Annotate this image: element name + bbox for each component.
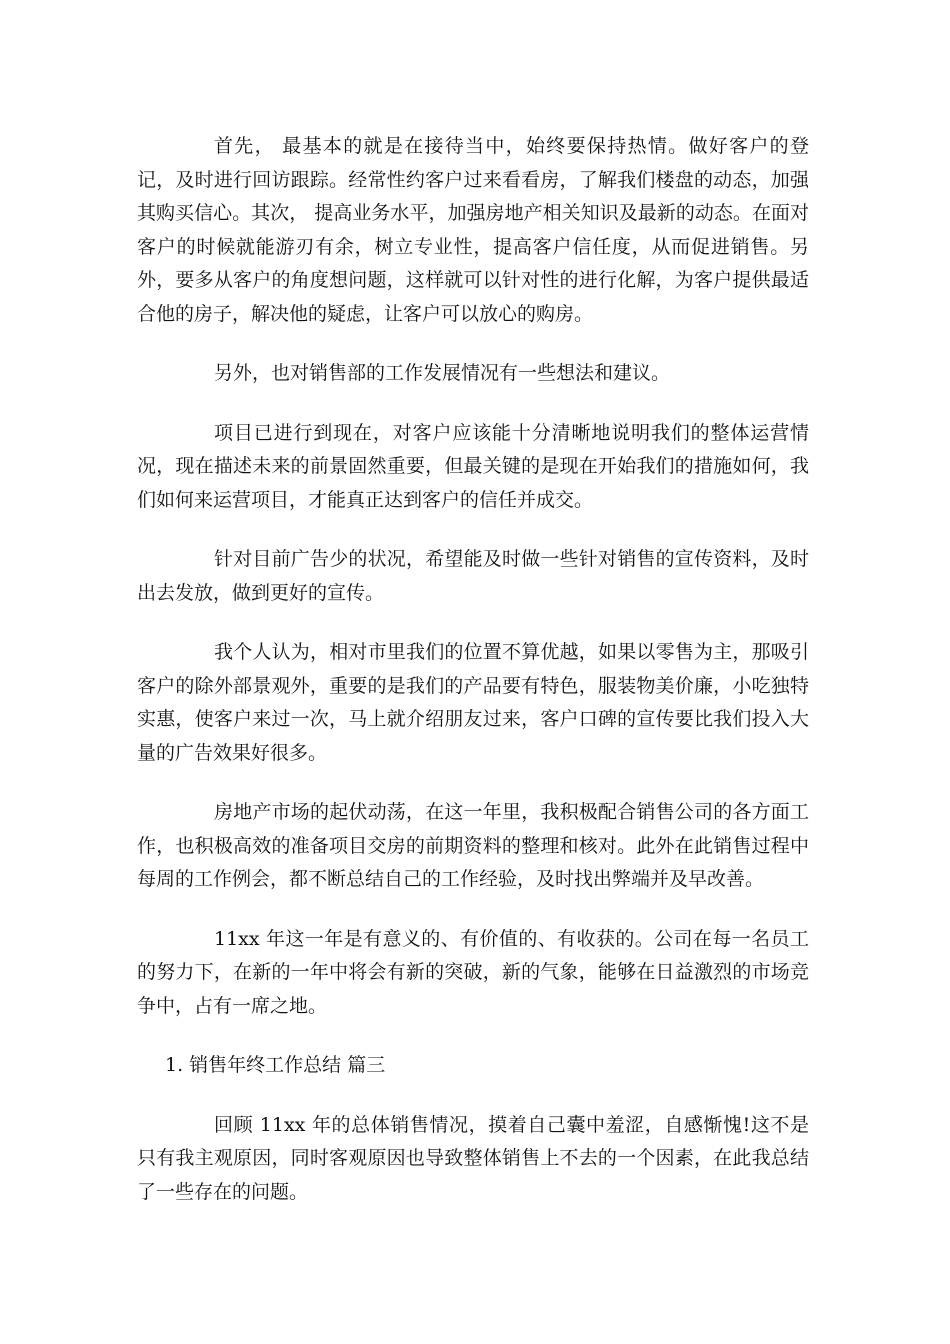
- paragraph-advertising: 针对目前广告少的状况，希望能及时做一些针对销售的宣传资料，及时出去发放，做到更好的宣传。: [137, 548, 809, 604]
- paragraph-market-work: 房地产市场的起伏动荡，在这一年里，我积极配合销售公司的各方面工作，也积极高效的准备项目交房的前期资料的整理和核对。此外在此销售过程中每周的工作例会，都不断总结自己的工作经验，及时找出弊端并及早改善。: [137, 801, 809, 890]
- document-body: [137, 130, 809, 1235]
- paragraph-review: 回顾 11xx 年的总体销售情况，摸着自己囊中羞涩，自感惭愧!这不是只有我主观原因，同时客观原因也导致整体销售上不去的一个因素，在此我总结了一些存在的问题。: [137, 1113, 809, 1203]
- section-heading: 1. 销售年终工作总结 篇三: [165, 1054, 386, 1076]
- paragraph-personal-view: 我个人认为，相对市里我们的位置不算优越，如果以零售为主，那吸引客户的除外部景观外，重要的是我们的产品要有特色，服装物美价廉，小吃独特实惠，使客户来过一次，马上就介绍朋友过来，客户口碑的宣传要比我们投入大量的广告效果好很多。: [137, 641, 809, 764]
- paragraph-suggestions-intro: 另外，也对销售部的工作发展情况有一些想法和建议。: [214, 362, 671, 384]
- paragraph-project-operation: 项目已进行到现在，对客户应该能十分清晰地说明我们的整体运营情况，现在描述未来的前景固然重要，但最关键的是现在开始我们的措施如何，我们如何来运营项目，才能真正达到客户的信任并成交。: [137, 421, 809, 511]
- paragraph-reception: 首先， 最基本的就是在接待当中，始终要保持热情。做好客户的登记，及时进行回访跟踪。经常性约客户过来看看房，了解我们楼盘的动态，加强其购买信心。其次， 提高业务水平，加强房地产相关知识及最新的动态。在面对客户的时候就能游刃有余，树立专业性，提高客户信任度，从而促进销售。另外，要多从客户的角度想问题，这样就可以针对性的进行化解，为客户提供最适合他的房子，解决他的疑虑，让客户可以放心的购房。: [137, 135, 809, 325]
- paragraph-year-summary: 11xx 年这一年是有意义的、有价值的、有收获的。公司在每一名员工的努力下，在新的一年中将会有新的突破，新的气象，能够在日益激烈的市场竞争中，占有一席之地。: [137, 927, 809, 1017]
